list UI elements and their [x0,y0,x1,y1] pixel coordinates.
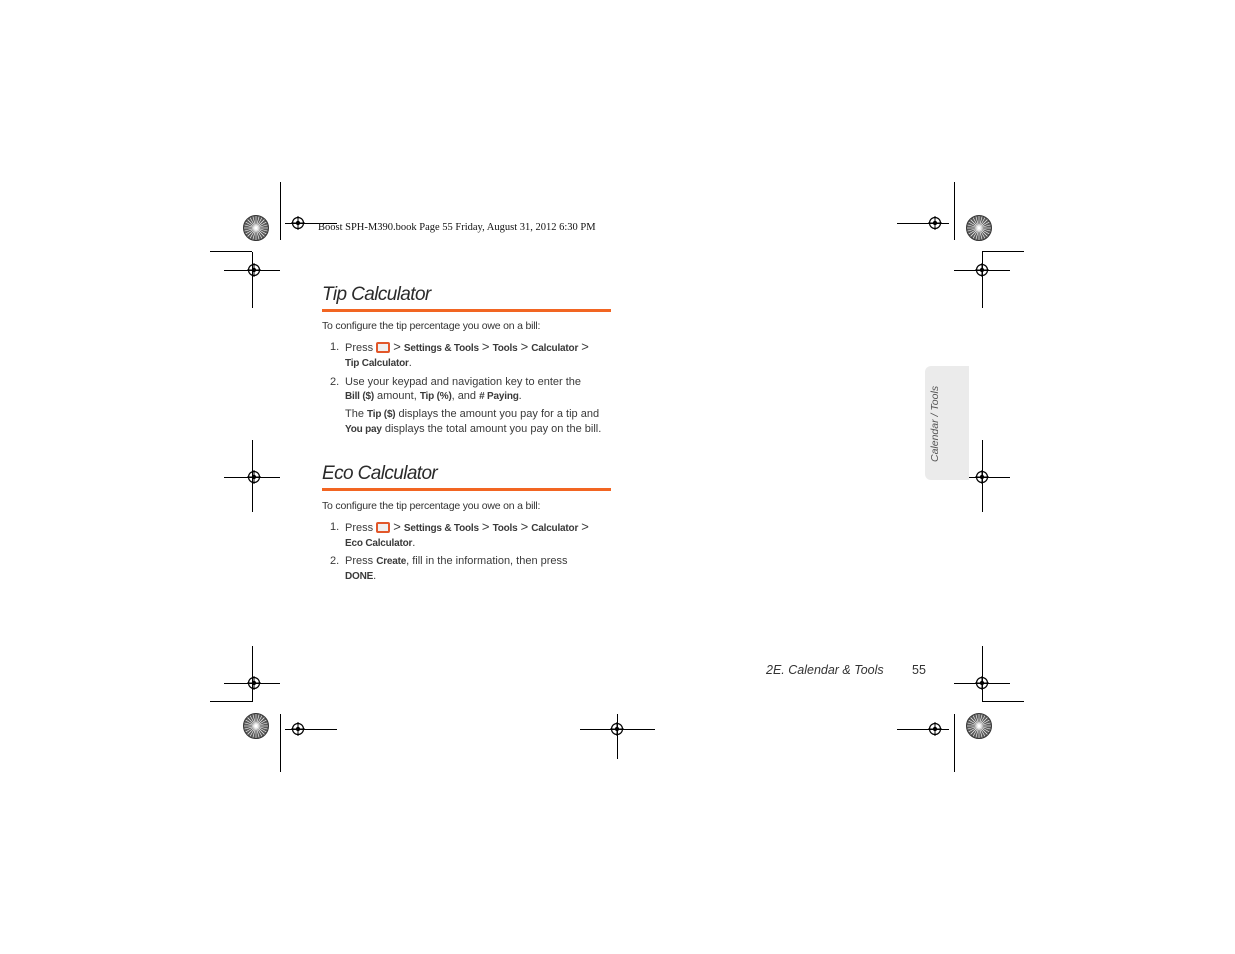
crop-line [982,252,983,308]
registration-mark-icon [291,722,305,736]
menu-key-icon [376,522,390,533]
eco-step-2 [330,554,611,584]
menu-path-calculator: Calculator [531,343,579,354]
arrow-icon: > [520,519,529,534]
field-create: Create [376,556,407,567]
period: . [412,537,416,549]
step-number: 1. [330,341,340,353]
period: . [408,357,412,369]
field-tip-dollars: Tip ($) [367,409,396,420]
step-text: Use your keypad and navigation key to enter the [345,376,582,388]
crop-line [954,182,955,240]
crop-line [252,252,253,308]
crop-line [617,714,618,759]
section-rule [322,488,611,491]
crop-line [982,251,1024,252]
press-text: Press [345,342,374,354]
field-bill: Bill ($) [345,391,374,402]
step-text: , fill in the information, then press [406,555,568,567]
registration-mark-icon [975,470,989,484]
crop-line [954,714,955,772]
registration-mark-icon [247,263,261,277]
step-number: 1. [330,521,340,533]
eco-step-1 [330,519,611,551]
field-you-pay: You pay [345,424,382,435]
menu-path-eco-calculator: Eco Calculator [345,538,413,549]
arrow-icon: > [393,339,401,354]
tip-note [345,407,611,437]
eco-calculator-heading: Eco Calculator [322,463,438,484]
registration-mark-icon [610,722,624,736]
note-text: displays the amount you pay for a tip and [395,408,600,420]
tip-calculator-heading: Tip Calculator [322,284,431,305]
step-text: , and [451,390,480,402]
book-header: Boost SPH-M390.book Page 55 Friday, August 31, 2012 6:30 PM [318,222,596,233]
arrow-icon: > [581,519,589,534]
field-tip-percent: Tip (%) [419,391,452,402]
color-rosette-icon [966,713,992,739]
step-text: amount, [373,390,420,402]
registration-mark-icon [928,722,942,736]
press-text: Press [345,522,374,534]
field-paying: # Paying [479,391,519,402]
menu-path-calculator: Calculator [531,523,579,534]
menu-path-tip-calculator: Tip Calculator [345,358,409,369]
tip-step-1 [330,339,611,371]
color-rosette-icon [243,215,269,241]
registration-mark-icon [975,263,989,277]
crop-line [982,701,1024,702]
menu-path-tools: Tools [492,523,518,534]
registration-mark-icon [247,676,261,690]
step-number: 2. [330,376,340,388]
crop-line [210,251,252,252]
eco-intro: To configure the tip percentage you owe on a bill: [322,500,541,512]
menu-path-settings-tools: Settings & Tools [403,343,479,354]
crop-line [982,646,983,702]
note-text: displays the total amount you pay on the bill. [381,423,602,435]
step-text: Press [345,555,377,567]
tip-intro: To configure the tip percentage you owe on a bill: [322,320,541,332]
arrow-icon: > [481,519,490,534]
menu-key-icon [376,342,390,353]
menu-path-tools: Tools [492,343,518,354]
color-rosette-icon [966,215,992,241]
crop-line [280,714,281,772]
registration-mark-icon [975,676,989,690]
tip-step-2 [330,375,611,404]
note-text: The [345,408,368,420]
side-tab-label: Calendar / Tools [929,385,941,462]
period: . [518,390,522,402]
section-rule [322,309,611,312]
field-done: DONE [345,571,374,582]
menu-path-settings-tools: Settings & Tools [403,523,479,534]
page-number: 55 [912,663,926,677]
arrow-icon: > [581,339,589,354]
crop-line [210,701,252,702]
crop-line [252,646,253,702]
arrow-icon: > [520,339,529,354]
arrow-icon: > [481,339,490,354]
period: . [373,570,377,582]
registration-mark-icon [928,216,942,230]
color-rosette-icon [243,713,269,739]
registration-mark-icon [247,470,261,484]
section-side-tab [925,366,969,480]
footer-section-label: 2E. Calendar & Tools [766,663,884,677]
step-number: 2. [330,555,340,567]
registration-mark-icon [291,216,305,230]
crop-line [280,182,281,240]
arrow-icon: > [393,519,401,534]
